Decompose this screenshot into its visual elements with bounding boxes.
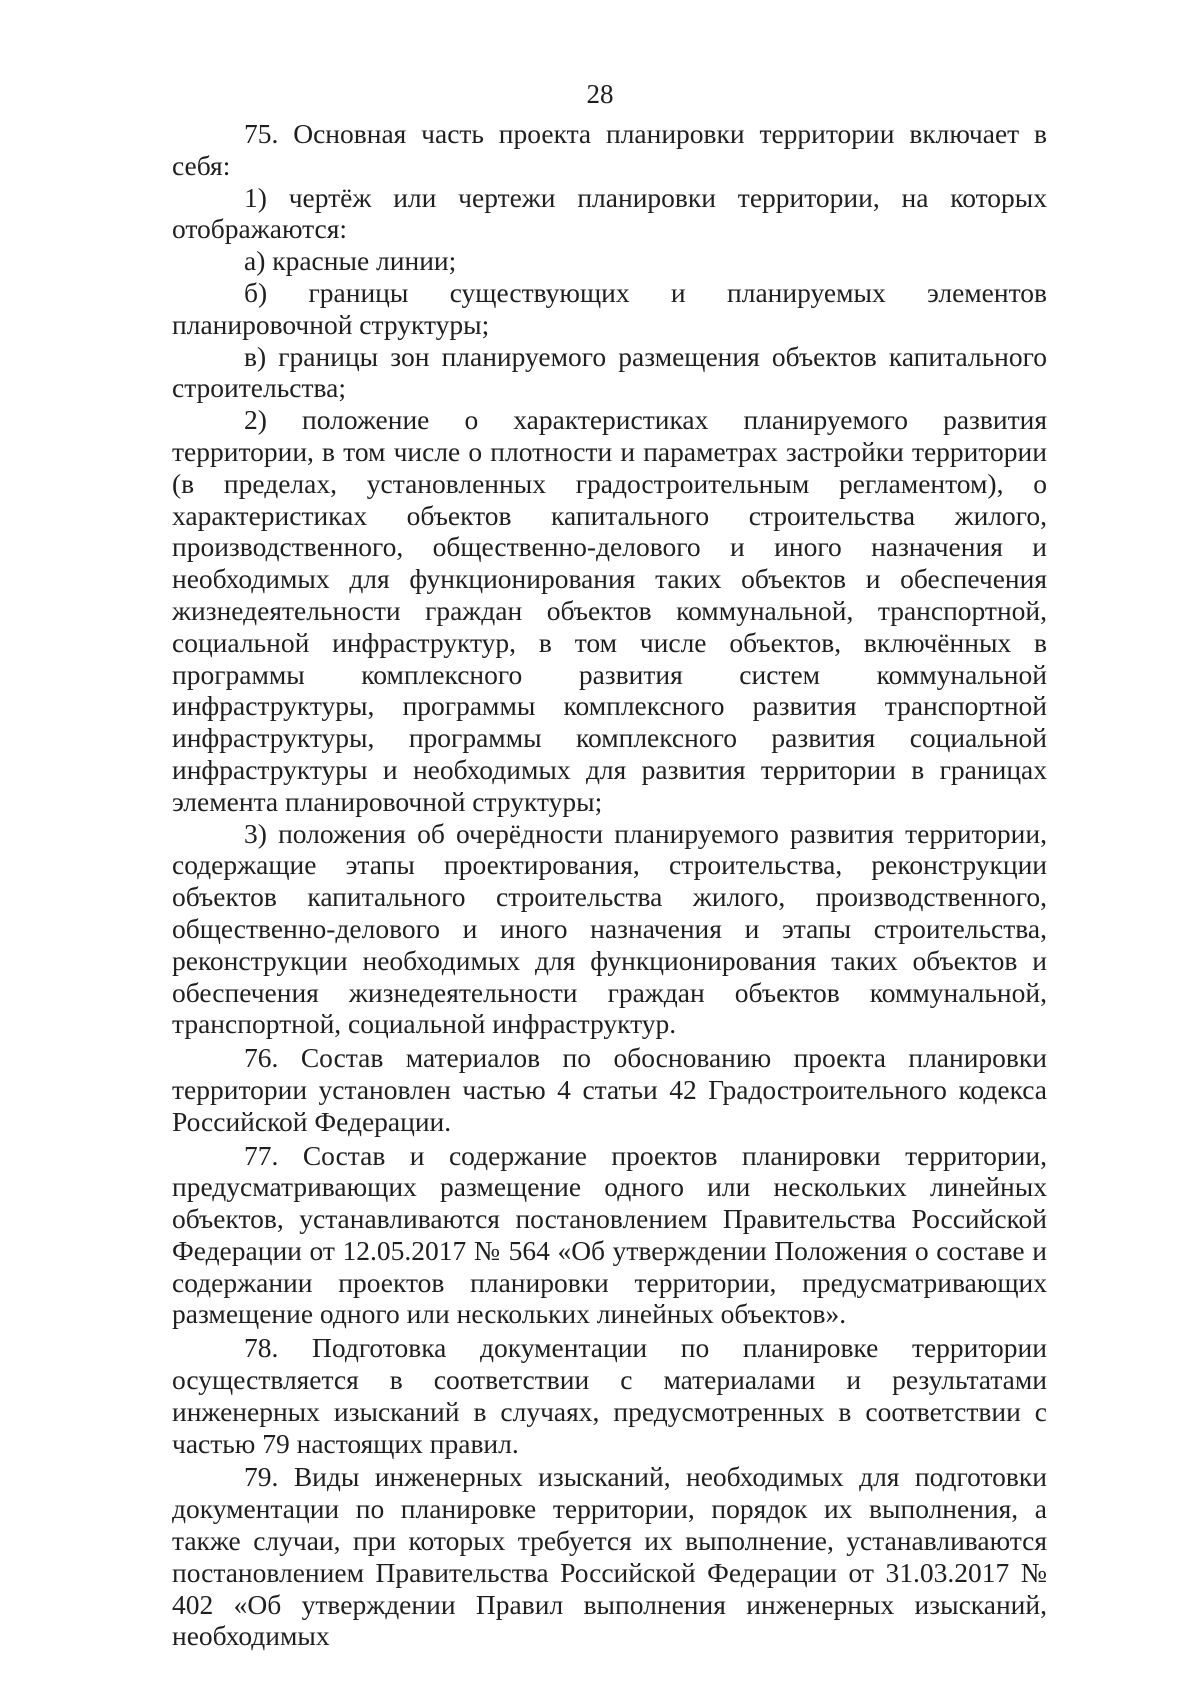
page-number: 28 — [586, 79, 614, 109]
paragraph-75-item-1: 1) чертёж или чертежи планировки территории, на которых отображаются: — [172, 181, 1047, 245]
paragraph-75-item-1b: б) границы существующих и планируемых элементов планировочной структуры; — [172, 276, 1047, 340]
paragraph-79: 79. Виды инженерных изысканий, необходимых для подготовки документации по планировке территории, порядок их выполнения, а также случаи, при которых требуется их выполнение, устанавливаются постановлением Правительства Российской Федерации от 31.03.2017 № 402 «Об утверждении Правил выполнения инженерных изысканий, необходимых — [172, 1461, 1047, 1652]
paragraph-77: 77. Состав и содержание проектов планировки территории, предусматривающих размещение одного или нескольких линейных объектов, устанавливаются постановлением Правительства Российской Федерации от 12.05.2017 № 564 «Об утверждении Положения о составе и содержании проектов планировки территории, предусматривающих размещение одного или нескольких линейных объектов». — [172, 1139, 1047, 1330]
paragraph-76: 76. Состав материалов по обоснованию проекта планировки территории установлен частью 4 статьи 42 Градостроительного кодекса Российской Федерации. — [172, 1042, 1047, 1137]
paragraph-75-item-2: 2) положение о характеристиках планируемого развития территории, в том числе о плотности и параметрах застройки территории (в пределах, установленных градостроительным регламентом), о характеристиках объектов капитального строительства жилого, производственного, общественно-делового и иного назначения и необходимых для функционирования таких объектов и обеспечения жизнедеятельности граждан объектов коммунальной, транспортной, социальной инфраструктур, в том числе объектов, включённых в программы комплексного развития систем коммунальной инфраструктуры, программы комплексного развития транспортной инфраструктуры, программы комплексного развития социальной инфраструктуры и необходимых для развития территории в границах элемента планировочной структуры; — [172, 404, 1047, 817]
paragraph-75: 75. Основная часть проекта планировки территории включает в себя: — [172, 118, 1047, 181]
paragraph-78: 78. Подготовка документации по планировке территории осуществляется в соответствии с материалами и результатами инженерных изысканий в случаях, предусмотренных в соответствии с частью 79 настоящих правил. — [172, 1332, 1047, 1459]
document-body — [172, 118, 1047, 1652]
paragraph-75-item-1c: в) границы зон планируемого размещения объектов капитального строительства; — [172, 340, 1047, 404]
paragraph-75-item-1a: а) красные линии; — [244, 245, 457, 277]
paragraph-75-item-3: 3) положения об очерёдности планируемого развития территории, содержащие этапы проектирования, строительства, реконструкции объектов капитального строительства жилого, производственного, общественно-делового и иного назначения и этапы строительства, реконструкции необходимых для функционирования таких объектов и обеспечения жизнедеятельности граждан объектов коммунальной, транспортной, социальной инфраструктур. — [172, 817, 1047, 1040]
